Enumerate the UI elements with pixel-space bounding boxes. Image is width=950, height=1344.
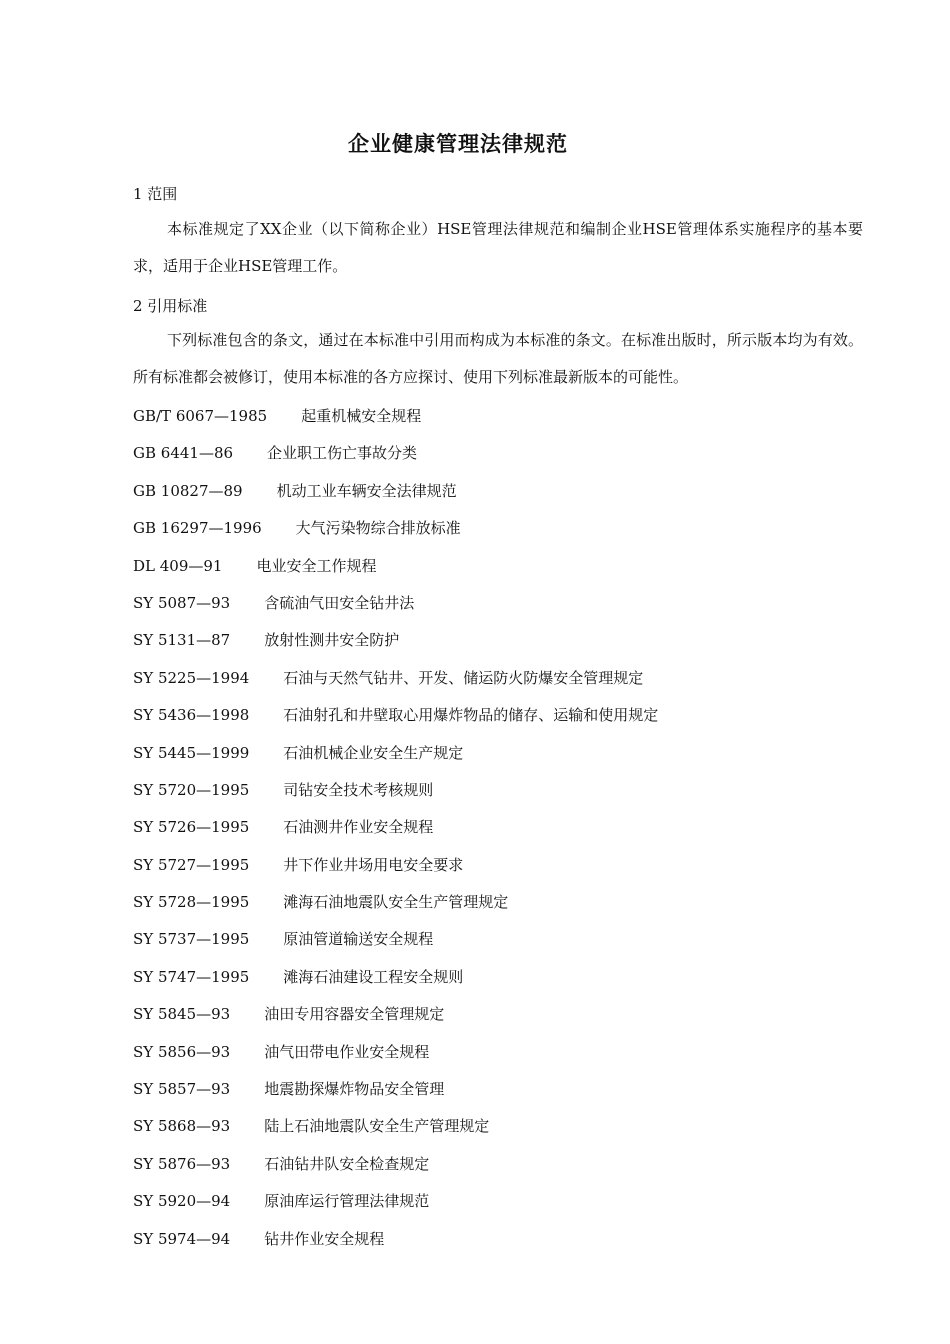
- standard-item: [133, 443, 893, 480]
- section-2-paragraph: 下列标准包含的条文，通过在本标准中引用而构成为本标准的条文。在标准出版时，所示版本均为有效。所有标准都会被修订，使用本标准的各方应探讨、使用下列标准最新版本的可能性。: [133, 331, 863, 386]
- standard-code: DL 409—91: [133, 556, 223, 575]
- standard-code: SY 5131—87: [133, 631, 231, 650]
- section-1-paragraph: 本标准规定了XX企业（以下简称企业）HSE管理法律规范和编制企业HSE管理体系实施程序的基本要求，适用于企业HSE管理工作。: [133, 220, 863, 275]
- standard-code: GB 6441—86: [133, 444, 234, 463]
- section-2-heading: 2 引用标准: [133, 297, 208, 315]
- standard-name: 原油管道输送安全规程: [283, 930, 434, 949]
- standard-code: SY 5737—1995: [133, 930, 250, 949]
- standard-item: [133, 518, 893, 555]
- standard-code: SY 5876—93: [133, 1154, 231, 1173]
- standard-item: [133, 780, 893, 817]
- standard-name: 石油机械企业安全生产规定: [283, 743, 464, 762]
- standard-name: 含硫油气田安全钻井法: [264, 593, 415, 612]
- standard-code: GB 16297—1996: [133, 519, 262, 538]
- standard-name: 原油库运行管理法律规范: [264, 1192, 430, 1211]
- standard-item: [133, 855, 893, 892]
- standard-item: [133, 406, 893, 443]
- standard-item: [133, 929, 893, 966]
- standard-name: 井下作业井场用电安全要求: [283, 855, 464, 874]
- standard-name: 滩海石油建设工程安全规则: [283, 967, 464, 986]
- standard-code: SY 5868—93: [133, 1117, 231, 1136]
- standard-item: [133, 481, 893, 518]
- standard-name: 石油测井作业安全规程: [283, 818, 434, 837]
- standard-name: 石油钻井队安全检查规定: [264, 1154, 430, 1173]
- standard-code: SY 5856—93: [133, 1042, 231, 1061]
- standard-name: 放射性测井安全防护: [264, 631, 400, 650]
- standard-item: [133, 1004, 893, 1041]
- standard-name: 机动工业车辆安全法律规范: [276, 481, 457, 500]
- standard-item: [133, 1079, 893, 1116]
- standard-name: 企业职工伤亡事故分类: [267, 444, 418, 463]
- standards-list: [133, 406, 893, 1266]
- standard-item: [133, 743, 893, 780]
- standard-name: 陆上石油地震队安全生产管理规定: [264, 1117, 490, 1136]
- standard-item: [133, 817, 893, 854]
- standard-name: 地震勘探爆炸物品安全管理: [264, 1080, 445, 1099]
- standard-item: [133, 1116, 893, 1153]
- standard-code: SY 5225—1994: [133, 668, 250, 687]
- standard-item: [133, 967, 893, 1004]
- standard-code: SY 5726—1995: [133, 818, 250, 837]
- standard-name: 油田专用容器安全管理规定: [264, 1005, 445, 1024]
- standard-code: SY 5727—1995: [133, 855, 250, 874]
- standard-code: SY 5974—94: [133, 1229, 231, 1248]
- standard-item: [133, 668, 893, 705]
- standard-name: 司钻安全技术考核规则: [283, 780, 434, 799]
- standard-item: [133, 1042, 893, 1079]
- standard-name: 钻井作业安全规程: [264, 1229, 385, 1248]
- standard-code: SY 5445—1999: [133, 743, 250, 762]
- standard-code: SY 5720—1995: [133, 780, 250, 799]
- standard-code: SY 5087—93: [133, 593, 231, 612]
- standard-name: 滩海石油地震队安全生产管理规定: [283, 893, 509, 912]
- standard-code: SY 5845—93: [133, 1005, 231, 1024]
- standard-item: [133, 593, 893, 630]
- standard-code: SY 5728—1995: [133, 893, 250, 912]
- standard-name: 起重机械安全规程: [301, 407, 422, 425]
- standard-name: 油气田带电作业安全规程: [264, 1042, 430, 1061]
- standard-name: 大气污染物综合排放标准: [295, 519, 461, 538]
- standard-item: [133, 630, 893, 667]
- standard-name: 电业安全工作规程: [256, 556, 377, 575]
- standard-item: [133, 1229, 893, 1266]
- standard-name: 石油与天然气钻井、开发、储运防火防爆安全管理规定: [283, 668, 644, 687]
- standard-code: SY 5436—1998: [133, 706, 250, 725]
- standard-item: [133, 892, 893, 929]
- standard-item: [133, 705, 893, 742]
- standard-item: [133, 556, 893, 593]
- standard-item: [133, 1154, 893, 1191]
- standard-item: [133, 1191, 893, 1228]
- standard-code: SY 5920—94: [133, 1192, 231, 1211]
- standard-code: GB/T 6067—1985: [133, 407, 268, 425]
- page-title: 企业健康管理法律规范: [348, 132, 568, 156]
- standard-code: GB 10827—89: [133, 481, 243, 500]
- section-1-heading: 1 范围: [133, 185, 178, 203]
- standard-name: 石油射孔和井壁取心用爆炸物品的储存、运输和使用规定: [283, 706, 659, 725]
- standard-code: SY 5747—1995: [133, 967, 250, 986]
- standard-code: SY 5857—93: [133, 1080, 231, 1099]
